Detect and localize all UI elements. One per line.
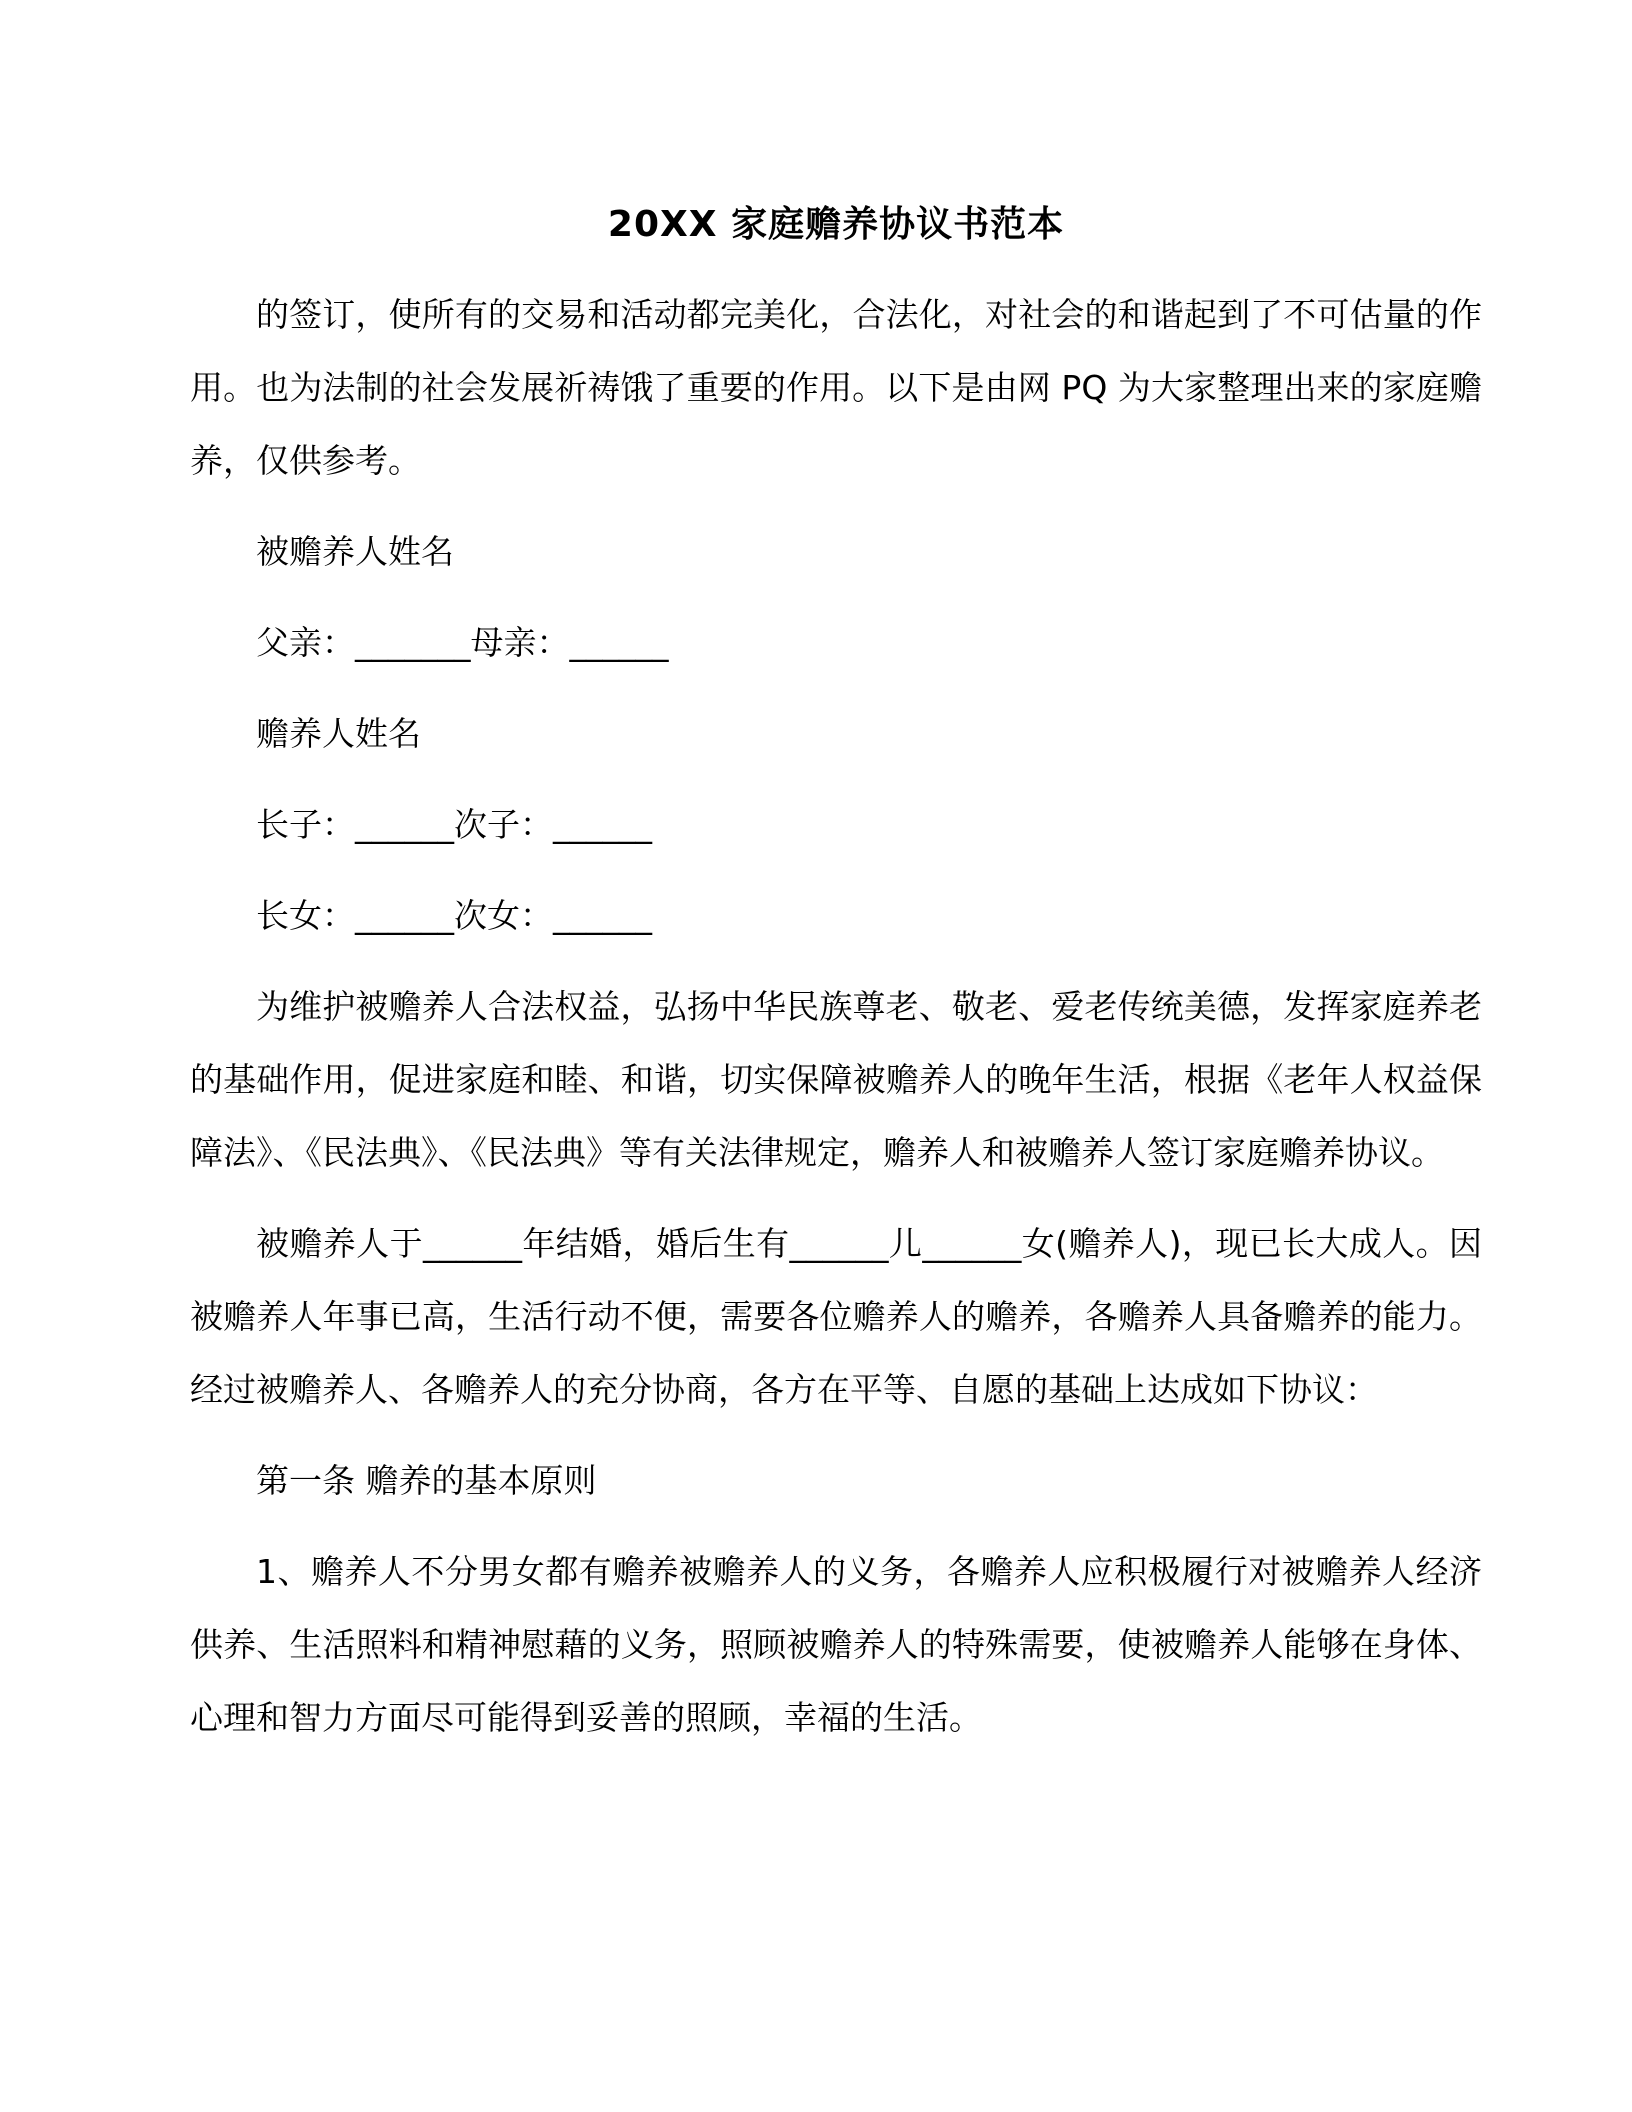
paragraph-family-situation: 被赡养人于______年结婚，婚后生有______儿______女(赡养人)，现已长大成人。因被赡养人年事已高，生活行动不便，需要各位赡养人的赡养，各赡养人具备赡养的能力。经过被赡养人、各赡养人的充分协商，各方在平等、自愿的基础上达成如下协议：: [190, 1224, 1482, 1409]
document-content: [190, 188, 1482, 1754]
paragraph-purpose-legal-basis: 为维护被赡养人合法权益，弘扬中华民族尊老、敬老、爱老传统美德，发挥家庭养老的基础作用，促进家庭和睦、和谐，切实保障被赡养人的晚年生活，根据《老年人权益保障法》、《民法典》、《民法典》等有关法律规定，赡养人和被赡养人签订家庭赡养协议。: [190, 987, 1482, 1172]
label-dependent-names: 被赡养人姓名: [256, 532, 454, 571]
paragraph-intro: 的签订，使所有的交易和活动都完美化，合法化，对社会的和谐起到了不可估量的作用。也为法制的社会发展祈祷饿了重要的作用。以下是由网 PQ 为大家整理出来的家庭赡养，仅供参考。: [190, 295, 1482, 480]
blank-line-father-mother: 父亲：_______母亲：______: [256, 623, 669, 662]
label-supporter-names: 赡养人姓名: [256, 714, 421, 753]
paragraph-article-1-clause-1: 1、赡养人不分男女都有赡养被赡养人的义务，各赡养人应积极履行对被赡养人经济供养、生活照料和精神慰藉的义务，照顾被赡养人的特殊需要，使被赡养人能够在身体、心理和智力方面尽可能得到妥善的照顾，幸福的生活。: [190, 1552, 1482, 1737]
heading-article-1: 第一条 赡养的基本原则: [256, 1461, 597, 1500]
document-title: 20XX 家庭赡养协议书范本: [607, 204, 1065, 245]
blank-line-sons: 长子：______次子：______: [256, 805, 652, 844]
blank-line-daughters: 长女：______次女：______: [256, 896, 652, 935]
